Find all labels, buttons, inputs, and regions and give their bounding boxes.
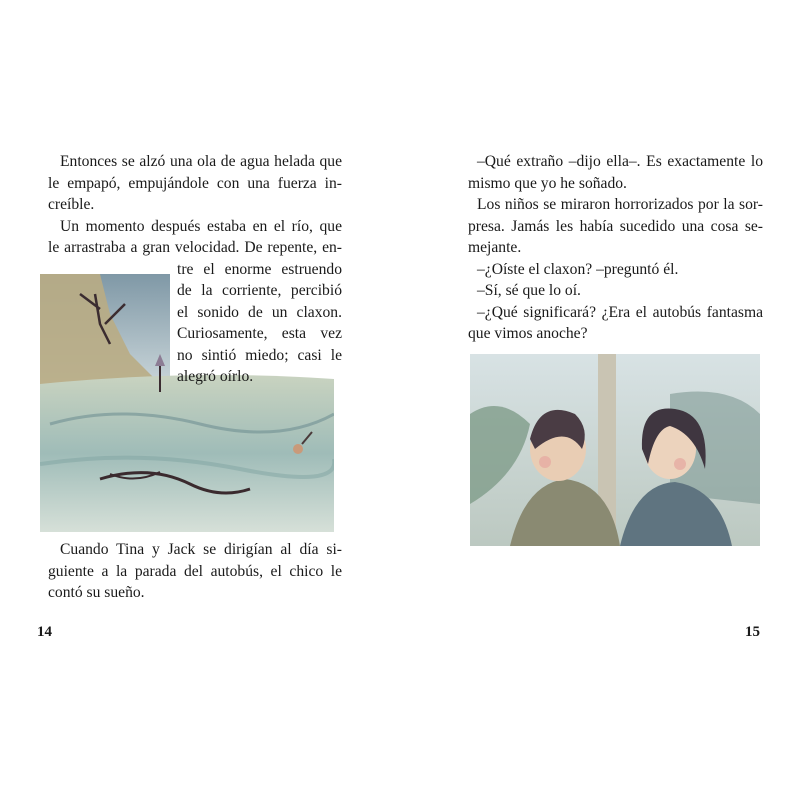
text-line: Un momento después estaba en el río, que — [60, 217, 342, 235]
text-line: de la corriente, percibió — [177, 282, 342, 299]
text-line: creíble. — [48, 196, 95, 213]
text-line: le arrastraba a gran velocidad. De repente, en- — [48, 239, 342, 256]
text-line: no sintió miedo; casi le — [177, 346, 342, 364]
text-line: –Qué extraño –dijo ella–. Es exactamente lo — [477, 153, 763, 170]
text-line: tre el enorme estruendo — [177, 260, 342, 278]
text-line: guiente a la parada del autobús, el chico le — [48, 562, 342, 580]
text-line: le empapó, empujándole con una fuerza in- — [48, 174, 342, 192]
text-line: mismo que yo he soñado. — [468, 174, 627, 192]
text-line: presa. Jamás les había sucedido una cosa se- — [468, 217, 763, 235]
text-line: Cuando Tina y Jack se dirigían al día si- — [60, 541, 342, 558]
text-line: contó su sueño. — [48, 584, 145, 601]
text-line: Los niños se miraron horrorizados por la sor- — [477, 196, 763, 213]
children-illustration — [470, 354, 760, 546]
text-line: que vimos anoche? — [468, 325, 588, 342]
page-number: 14 — [37, 624, 52, 640]
right-page — [400, 0, 800, 800]
text-line: mejante. — [468, 239, 522, 256]
text-line: –¿Qué significará? ¿Era el autobús fantasma — [477, 303, 763, 321]
text-line: el sonido de un claxon. — [177, 303, 342, 321]
page-number: 15 — [745, 624, 760, 640]
text-line: Curiosamente, esta vez — [177, 325, 342, 342]
text-line: alegró oírlo. — [177, 368, 254, 385]
text-line: Entonces se alzó una ola de agua helada que — [60, 153, 342, 170]
text-line: –¿Oíste el claxon? –preguntó él. — [477, 260, 679, 278]
text-line: –Sí, sé que lo oí. — [477, 282, 581, 299]
